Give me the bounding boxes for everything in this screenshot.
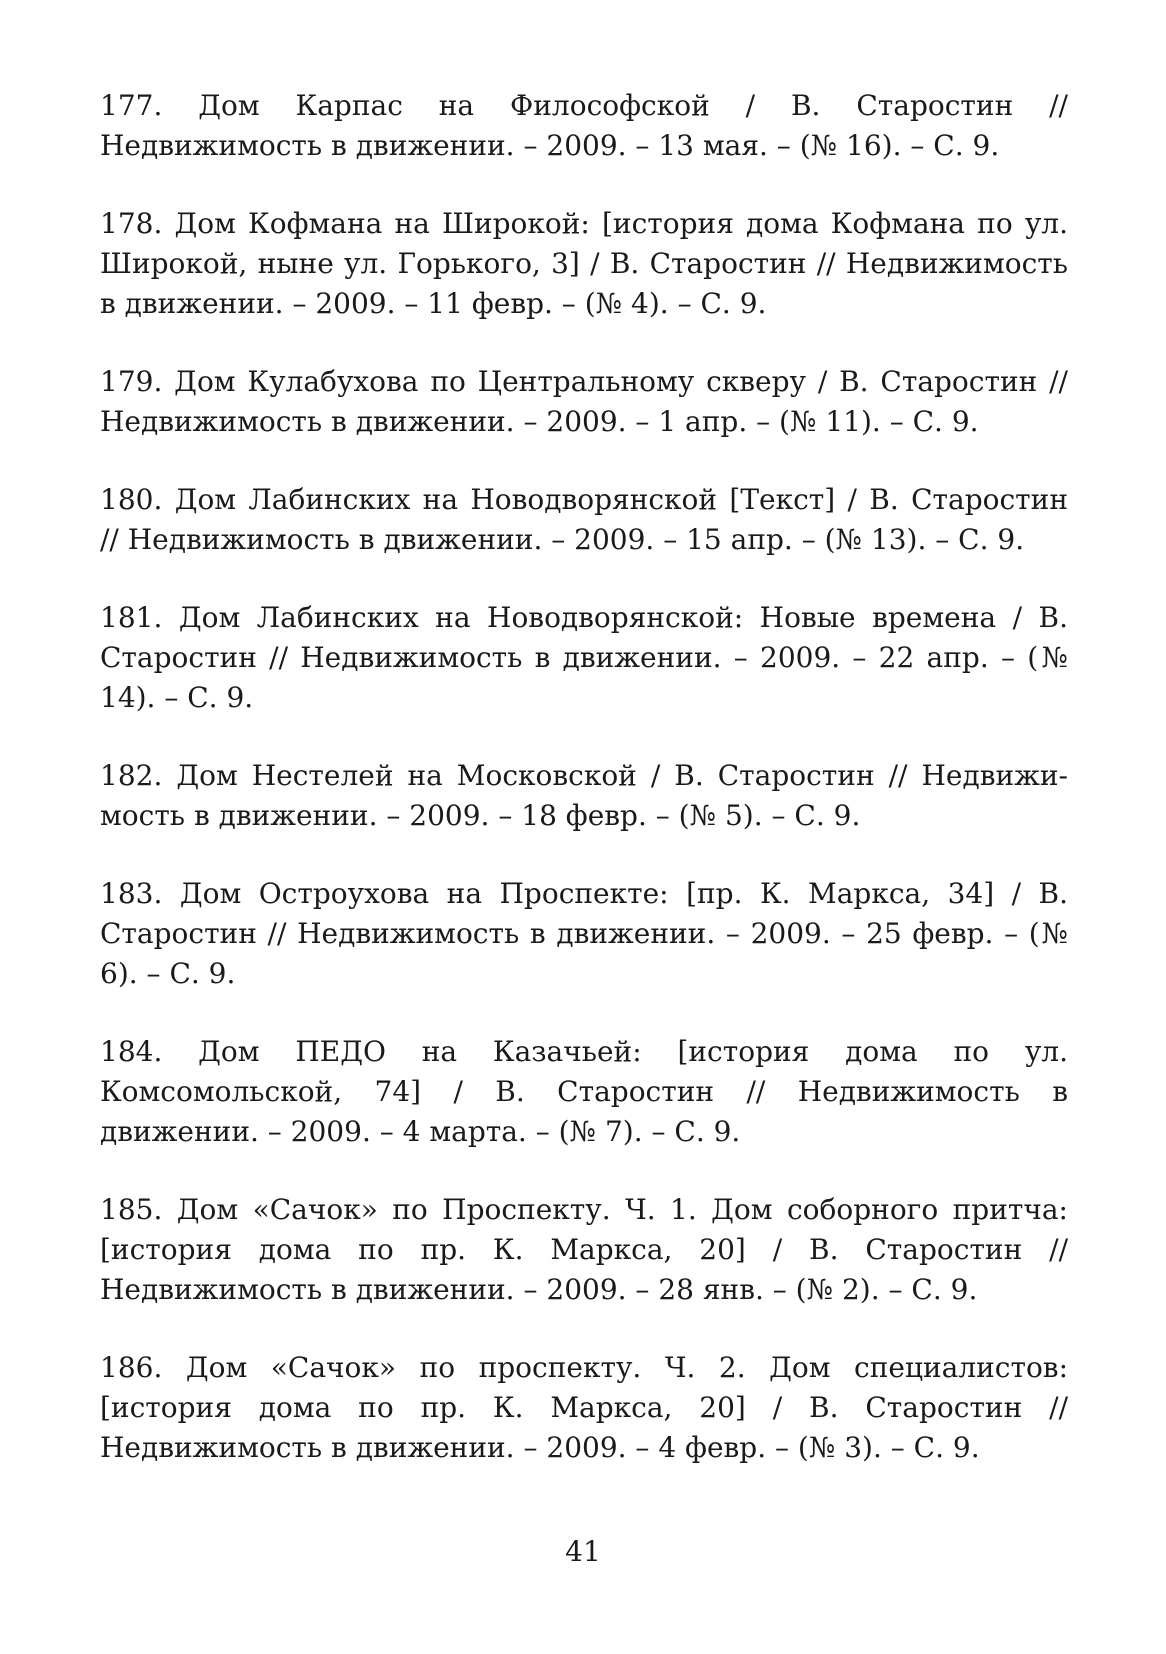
bibliography-entry-179: 179. Дом Кулабухова по Центральному скверу / В. Старостин // Недвижимость в движении. – 2009. – 1 апр. – (№ 11). – С. 9.: [100, 365, 1068, 438]
bibliography-entry-185: 185. Дом «Сачок» по Проспекту. Ч. 1. Дом соборного притча: [история дома по пр. К. Маркса, 20] / В. Старостин // Недвижимость в движении. – 2009. – 28 янв. – (№ 2). – С. 9.: [100, 1193, 1068, 1306]
bibliography-entry-180: 180. Дом Лабинских на Новодворянской [Текст] / В. Старостин // Недвижимость в движении. – 2009. – 15 апр. – (№ 13). – С. 9.: [100, 483, 1068, 556]
bibliography-entry-178: 178. Дом Кофмана на Широкой: [история дома Кофмана по ул. Широкой, ныне ул. Горького, 3] / В. Старостин // Недвижимость в движении. – 2009. – 11 февр. – (№ 4). – С. 9.: [100, 207, 1068, 320]
bibliography-entry-184: 184. Дом ПЕДО на Казачьей: [история дома по ул. Комсомольской, 74] / В. Старостин // Недвижимость в движении. – 2009. – 4 марта. – (№ 7). – С. 9.: [100, 1035, 1068, 1148]
bibliography-entry-182: 182. Дом Нестелей на Московской / В. Старостин // Недвижи-мость в движении. – 2009. – 18 февр. – (№ 5). – С. 9.: [100, 759, 1068, 832]
bibliography-entry-181: 181. Дом Лабинских на Новодворянской: Новые времена / В. Старостин // Недвижимость в движении. – 2009. – 22 апр. – (№ 14). – С. 9.: [100, 601, 1068, 714]
bibliography-entry-186: 186. Дом «Сачок» по проспекту. Ч. 2. Дом специалистов: [история дома по пр. К. Маркса, 20] / В. Старостин // Недвижимость в движении. – 2009. – 4 февр. – (№ 3). – С. 9.: [100, 1351, 1068, 1464]
bibliography-list: [100, 86, 1068, 1506]
bibliography-entry-183: 183. Дом Остроухова на Проспекте: [пр. К. Маркса, 34] / В. Старостин // Недвижимость в движении. – 2009. – 25 февр. – (№ 6). – С. 9.: [100, 877, 1068, 990]
bibliography-entry-177: 177. Дом Карпас на Философской / В. Старостин // Недвижимость в движении. – 2009. – 13 мая. – (№ 16). – С. 9.: [100, 89, 1068, 162]
page-number: 41: [565, 1535, 601, 1568]
